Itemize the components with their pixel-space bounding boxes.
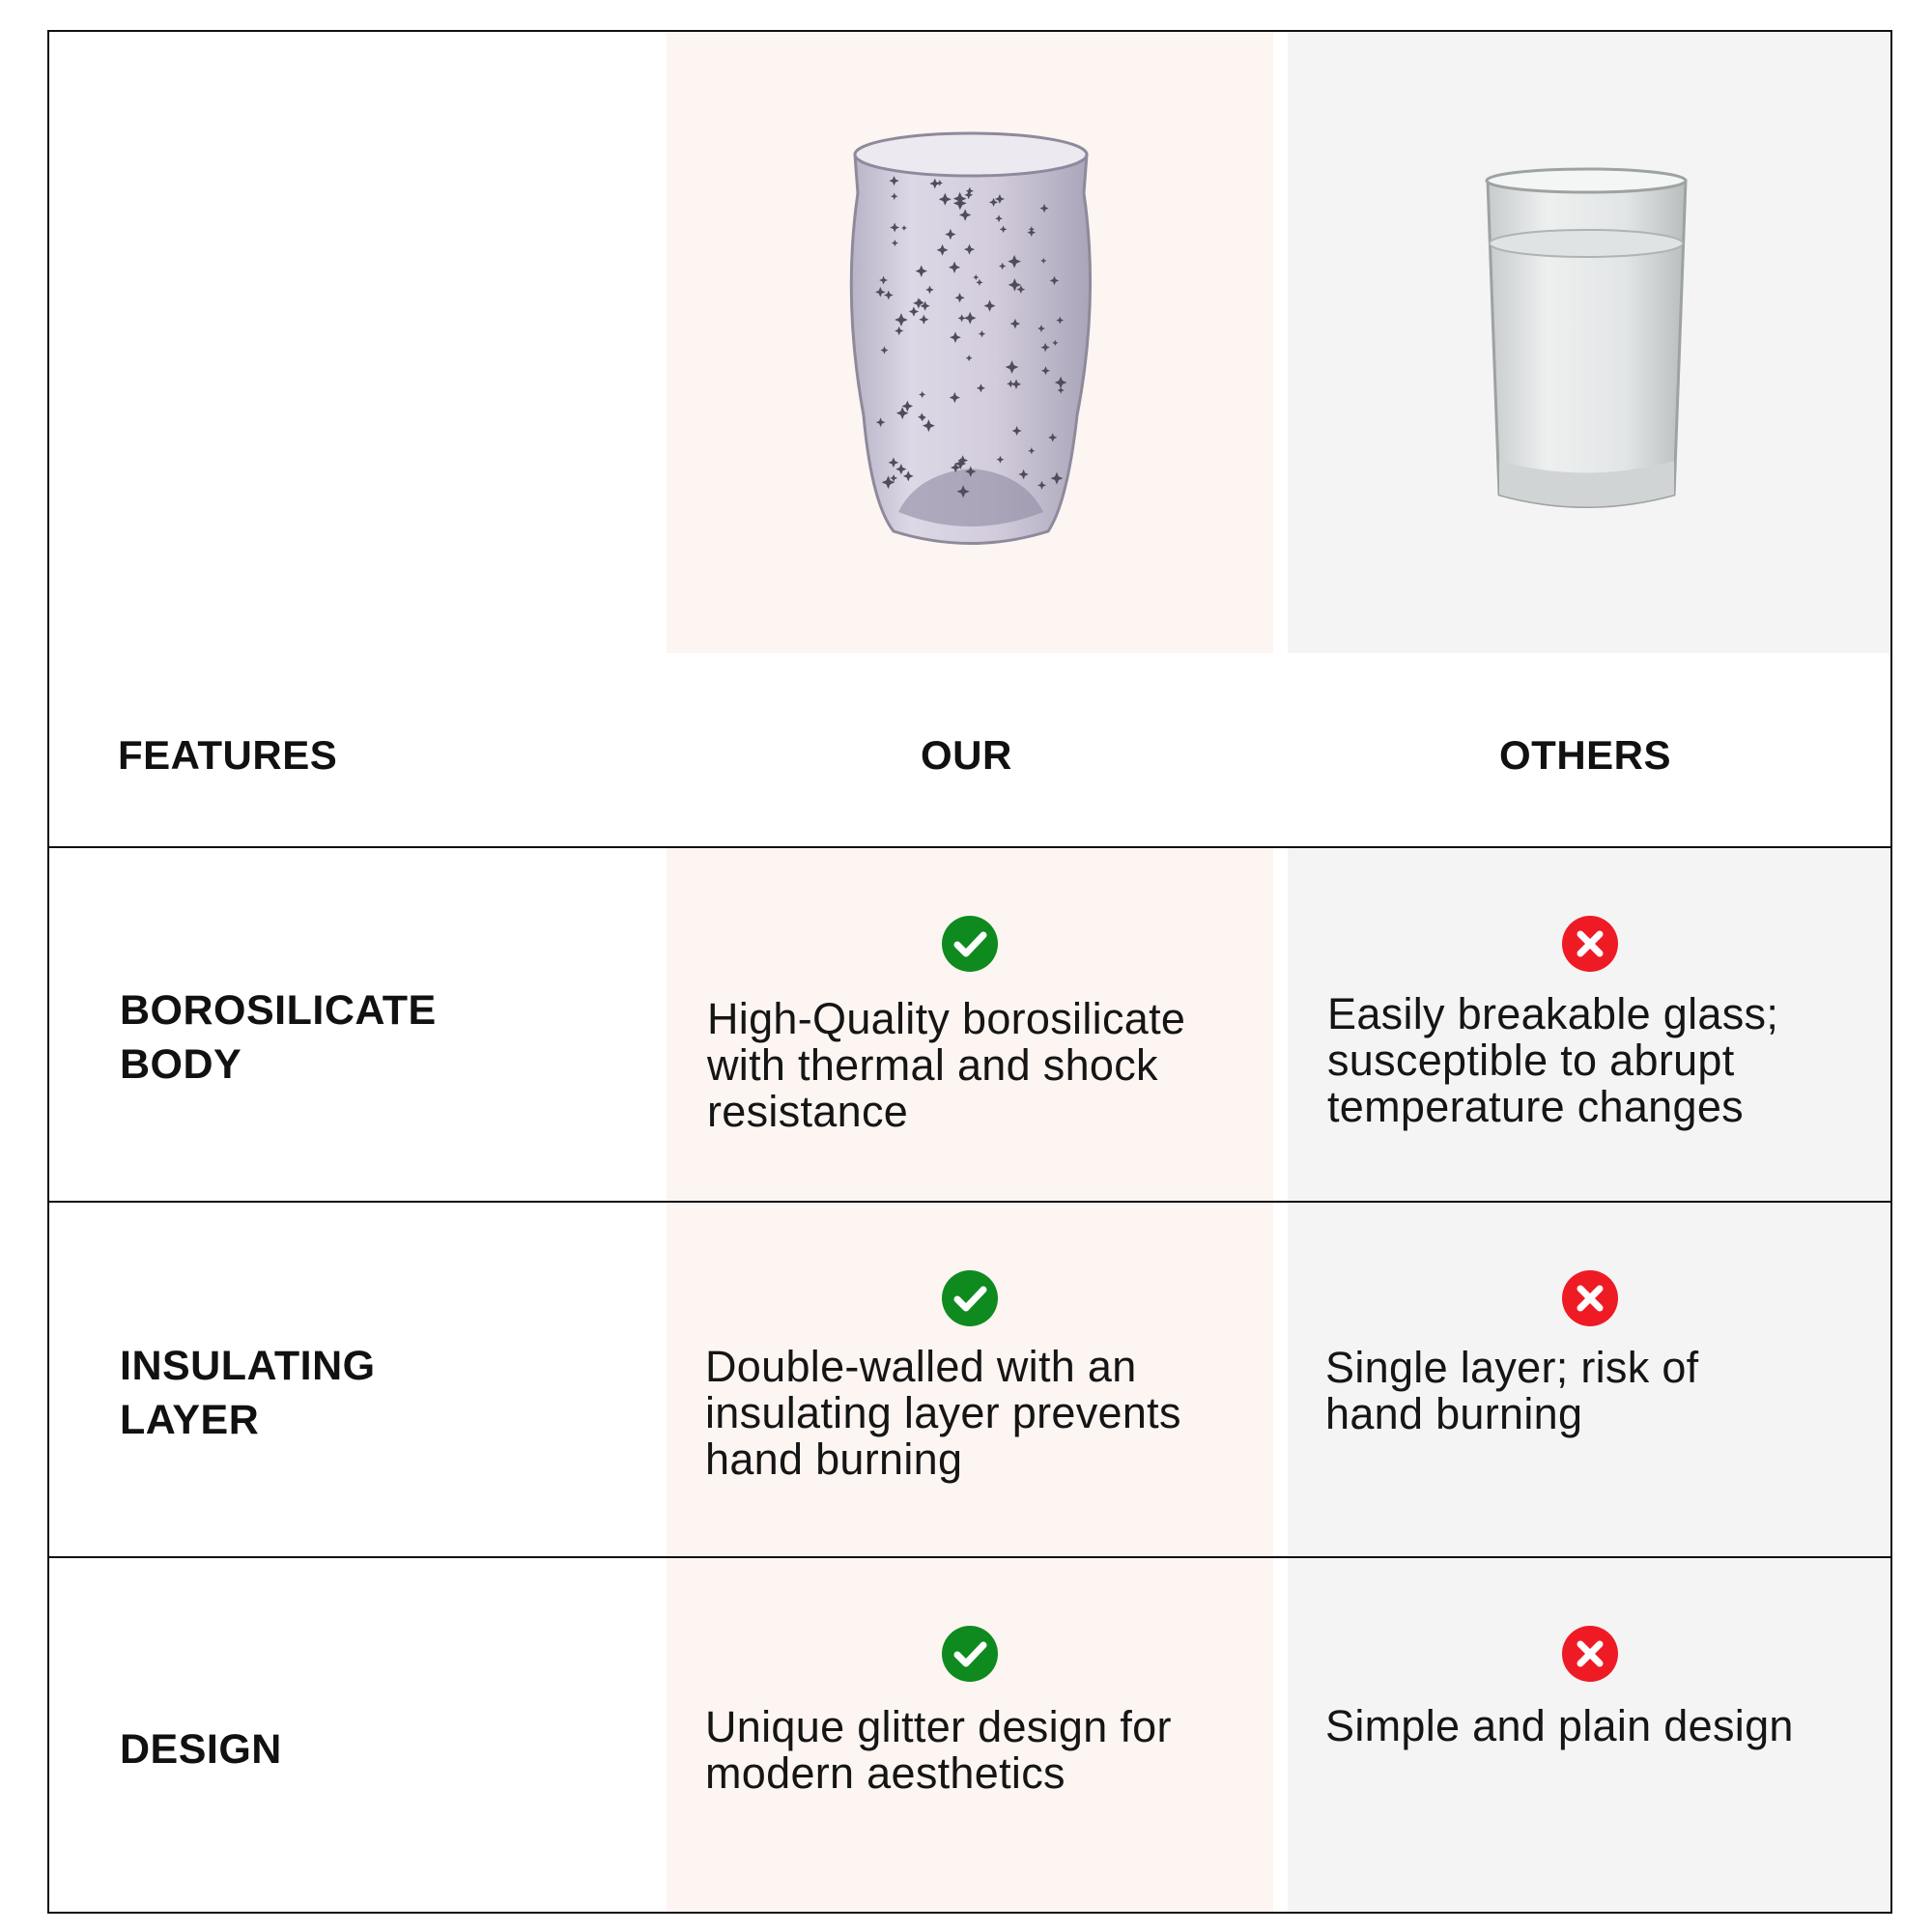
others-header: OTHERS — [1499, 732, 1672, 778]
check-icon — [942, 1270, 998, 1326]
feature-label — [120, 1722, 282, 1776]
row-divider — [47, 1201, 1892, 1203]
others-description: Easily breakable glass; susceptible to abrupt temperature changes — [1327, 989, 1779, 1131]
others-description: Single layer; risk of hand burning — [1325, 1343, 1699, 1438]
our-glass-image — [831, 126, 1111, 551]
row-divider — [47, 846, 1892, 848]
our-description: High-Quality borosilicate with thermal and shock resistance — [707, 994, 1186, 1136]
feature-label — [120, 983, 437, 1092]
feature-label-line: INSULATING — [120, 1343, 376, 1389]
check-icon — [942, 1626, 998, 1682]
others-description: Simple and plain design — [1325, 1701, 1794, 1750]
cross-icon — [1562, 1626, 1618, 1682]
feature-label-line: BOROSILICATE — [120, 987, 437, 1034]
feature-label-line: LAYER — [120, 1397, 260, 1443]
our-description: Double-walled with an insulating layer prevents hand burning — [705, 1342, 1181, 1484]
features-header: FEATURES — [118, 732, 338, 778]
others-glass-image — [1483, 166, 1690, 519]
our-header: OUR — [921, 732, 1012, 778]
feature-label — [120, 1339, 376, 1447]
cross-icon — [1562, 916, 1618, 972]
cross-icon — [1562, 1270, 1618, 1326]
row-divider — [47, 1556, 1892, 1558]
our-description: Unique glitter design for modern aesthetics — [705, 1702, 1172, 1798]
feature-label-line: DESIGN — [120, 1726, 282, 1773]
check-icon — [942, 916, 998, 972]
feature-label-line: BODY — [120, 1041, 242, 1088]
